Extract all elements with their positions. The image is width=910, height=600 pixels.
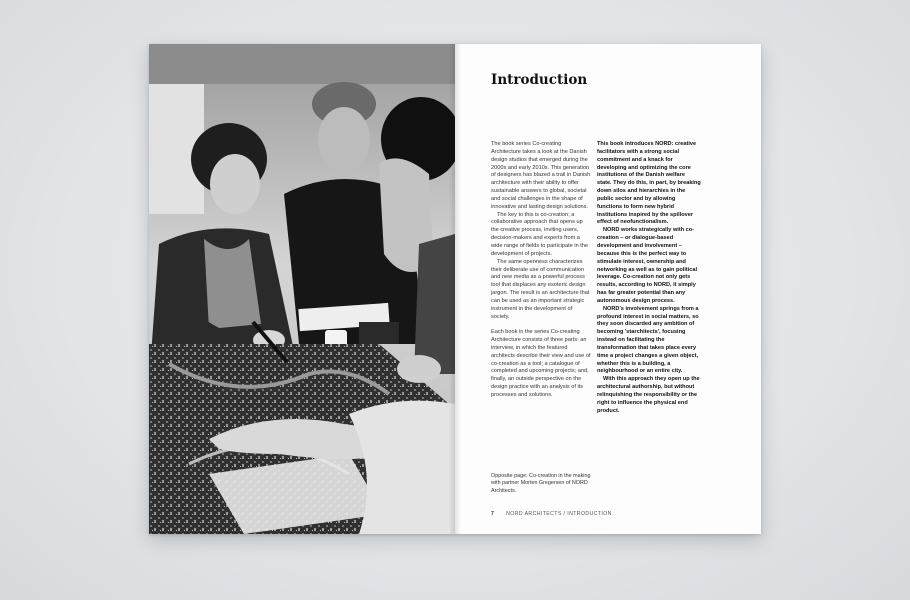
running-head: NORD ARCHITECTS / INTRODUCTION bbox=[506, 511, 612, 517]
paragraph: NORD's involvement springs from a profound interest in social matters, so they soon discarded any ambition of becoming 'starchitects', focusing instead on facilitating the transformation that takes place every time a project changes a given object, whether this is a building, a neighbourhood or an entire city. bbox=[597, 305, 699, 375]
text-page bbox=[455, 44, 761, 534]
paragraph: With this approach they open up the architectural authorship, but without relinquishing the responsibility or the right to influence the physical end product. bbox=[597, 376, 700, 414]
paragraph: The key to this is co-creation; a collaborative approach that opens up the creative process, inviting users, decision-makers and experts from a wide range of fields to participate in the development of projects. bbox=[491, 211, 589, 257]
body-column-2 bbox=[597, 141, 701, 416]
photo-page bbox=[149, 44, 455, 534]
paragraph: The book series Co-creating Architecture takes a look at the Danish design studios that emerged during the 2000s and early 2010s. This generation of designers has blazed a trail in Danish architecture with their ability to offer sustainable answers to global, societal and social challenges in the shape of innovative and lasting design solutions. bbox=[491, 141, 591, 210]
paragraph: Each book in the series Co-creating Architecture consists of three parts: an interview, in which the featured architects describe their view and use of co-creation as a tool; a catalogue of completed and upcoming projects; and, finally, an outside perspective on the design practice with an analysis of its processes and solutions. bbox=[491, 329, 591, 398]
page-title: Introduction bbox=[491, 72, 588, 88]
page-number: 7 bbox=[491, 511, 495, 517]
photo-caption: Opposite page: Co-creation in the making with partner Morten Gregersen of NORD Architects. bbox=[491, 473, 591, 494]
paragraph: NORD works strategically with co-creation – or dialogue-based development and involvement – because this is the perfect way to stimulate interest, ownership and networking as well as to gain political leverage. Co-creation not only gets results, according to NORD, it simply has far greater potential than any autonomous design process. bbox=[597, 227, 698, 304]
body-column-1 bbox=[491, 141, 591, 400]
book-spread bbox=[149, 44, 761, 534]
workshop-photo bbox=[149, 44, 455, 534]
paragraph: The same openness characterizes their deliberate use of communication and new media as a powerful process tool that displaces any esoteric design jargon. The result is an architecture that can be used as an important strategic instrument in the development of society. bbox=[491, 258, 590, 320]
paragraph: This book introduces NORD: creative facilitators with a strong social commitment and a knack for developing and optimizing the core institutions of the Danish welfare state. They do this, in part, by breaking down silos and hierarchies in the public sector and by allowing functions to form new hybrid institutions inspired by the spillover effect of neofunctionalism. bbox=[597, 141, 701, 226]
page-footer bbox=[491, 511, 612, 517]
